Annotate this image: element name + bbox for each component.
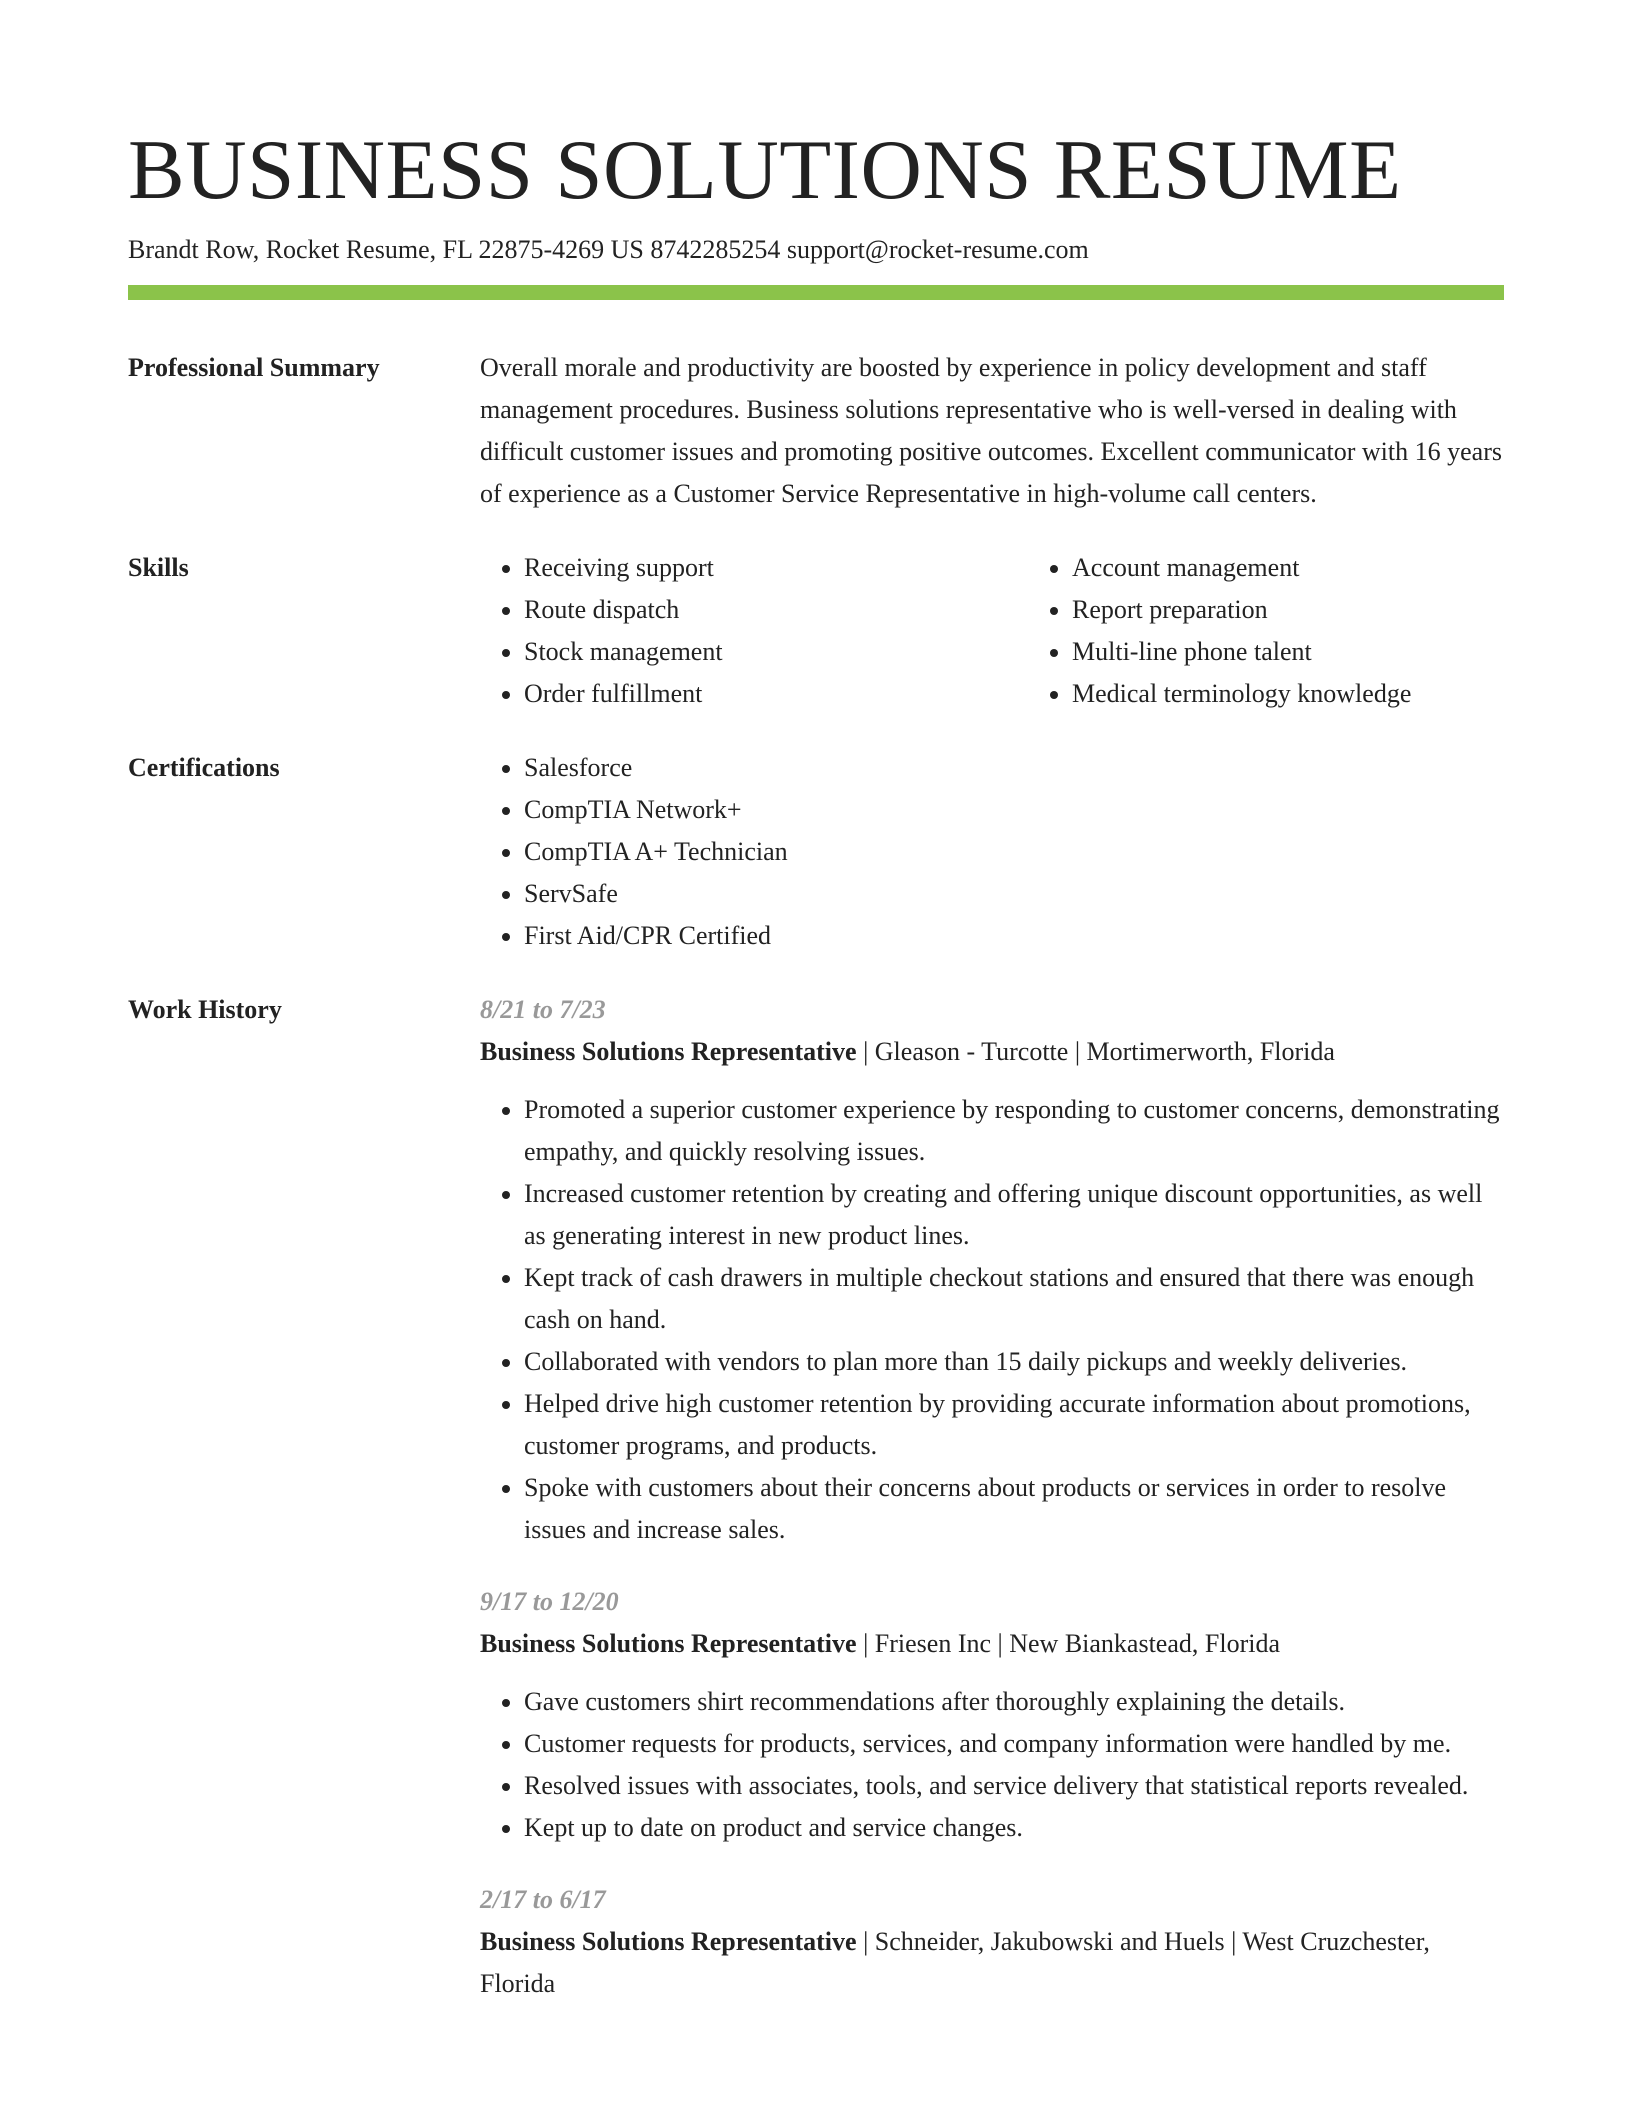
job-bullets <box>480 1089 1504 1551</box>
list-item: • Order fulfillment <box>524 673 984 715</box>
certifications-list <box>480 747 1504 957</box>
work-history-section <box>128 989 1504 2005</box>
list-item: • Increased customer retention by creating and offering unique discount opportunities, as well as generating interest in new product lines. <box>524 1173 1504 1257</box>
header-divider <box>128 285 1504 300</box>
job-entry <box>480 1879 1504 2005</box>
summary-section <box>128 347 1504 515</box>
skills-list-right <box>1028 547 1532 715</box>
summary-text: Overall morale and productivity are boosted by experience in policy development and staff management procedures. Business solutions representative who is well-versed in dealing with difficult customer issues and promoting positive outcomes. Excellent communicator with 16 years of experience as a Customer Service Representative in high-volume call centers. <box>480 353 1502 508</box>
job-title: Business Solutions Representative <box>480 1037 857 1066</box>
list-item: • Customer requests for products, services, and company information were handled by me. <box>524 1723 1504 1765</box>
job-entry <box>480 989 1504 1551</box>
job-bullets <box>480 1681 1504 1849</box>
list-item: • Kept up to date on product and service changes. <box>524 1807 1504 1849</box>
list-item: • Kept track of cash drawers in multiple checkout stations and ensured that there was enough cash on hand. <box>524 1257 1504 1341</box>
contact-line: Brandt Row, Rocket Resume, FL 22875-4269 US 8742285254 support@rocket-resume.com <box>128 235 1089 264</box>
skills-columns <box>480 547 1532 715</box>
job-title: Business Solutions Representative <box>480 1927 857 1956</box>
job-title: Business Solutions Representative <box>480 1629 857 1658</box>
job-entry <box>480 1581 1504 1849</box>
list-item: • Gave customers shirt recommendations after thoroughly explaining the details. <box>524 1681 1504 1723</box>
job-details: | Schneider, Jakubowski and Huels | West Cruzchester, Florida <box>480 1927 1430 1998</box>
list-item: • First Aid/CPR Certified <box>524 915 1504 957</box>
list-item: • Route dispatch <box>524 589 984 631</box>
certifications-label: Certifications <box>128 753 280 782</box>
certifications-body <box>480 747 1504 957</box>
job-dates: 2/17 to 6/17 <box>480 1885 606 1914</box>
list-item: • Promoted a superior customer experience by responding to customer concerns, demonstrating empathy, and quickly resolving issues. <box>524 1089 1504 1173</box>
list-item: • Spoke with customers about their concerns about products or services in order to resolve issues and increase sales. <box>524 1467 1504 1551</box>
resume-page <box>128 120 1504 2005</box>
list-item: • Stock management <box>524 631 984 673</box>
work-history-label: Work History <box>128 995 282 1024</box>
list-item: • Collaborated with vendors to plan more than 15 daily pickups and weekly deliveries. <box>524 1341 1504 1383</box>
job-dates: 9/17 to 12/20 <box>480 1587 619 1616</box>
job-heading <box>480 1623 1504 1665</box>
job-heading <box>480 1921 1504 2005</box>
skills-list-left <box>480 547 984 715</box>
resume-title: BUSINESS SOLUTIONS RESUME <box>128 123 1402 217</box>
list-item: • Salesforce <box>524 747 1504 789</box>
list-item: • Helped drive high customer retention by providing accurate information about promotions, customer programs, and products. <box>524 1383 1504 1467</box>
summary-label: Professional Summary <box>128 353 380 382</box>
list-item: • Receiving support <box>524 547 984 589</box>
skills-section <box>128 547 1504 715</box>
list-item: • Report preparation <box>1072 589 1532 631</box>
list-item: • CompTIA Network+ <box>524 789 1504 831</box>
job-dates: 8/21 to 7/23 <box>480 995 606 1024</box>
job-details: | Friesen Inc | New Biankastead, Florida <box>856 1629 1280 1658</box>
job-heading <box>480 1031 1504 1073</box>
list-item: • Medical terminology knowledge <box>1072 673 1532 715</box>
skills-label: Skills <box>128 553 189 582</box>
list-item: • Resolved issues with associates, tools, and service delivery that statistical reports revealed. <box>524 1765 1504 1807</box>
certifications-section <box>128 747 1504 957</box>
list-item: • Multi-line phone talent <box>1072 631 1532 673</box>
work-history-body <box>480 989 1504 2005</box>
list-item: • ServSafe <box>524 873 1504 915</box>
list-item: • CompTIA A+ Technician <box>524 831 1504 873</box>
list-item: • Account management <box>1072 547 1532 589</box>
job-details: | Gleason - Turcotte | Mortimerworth, Florida <box>856 1037 1335 1066</box>
